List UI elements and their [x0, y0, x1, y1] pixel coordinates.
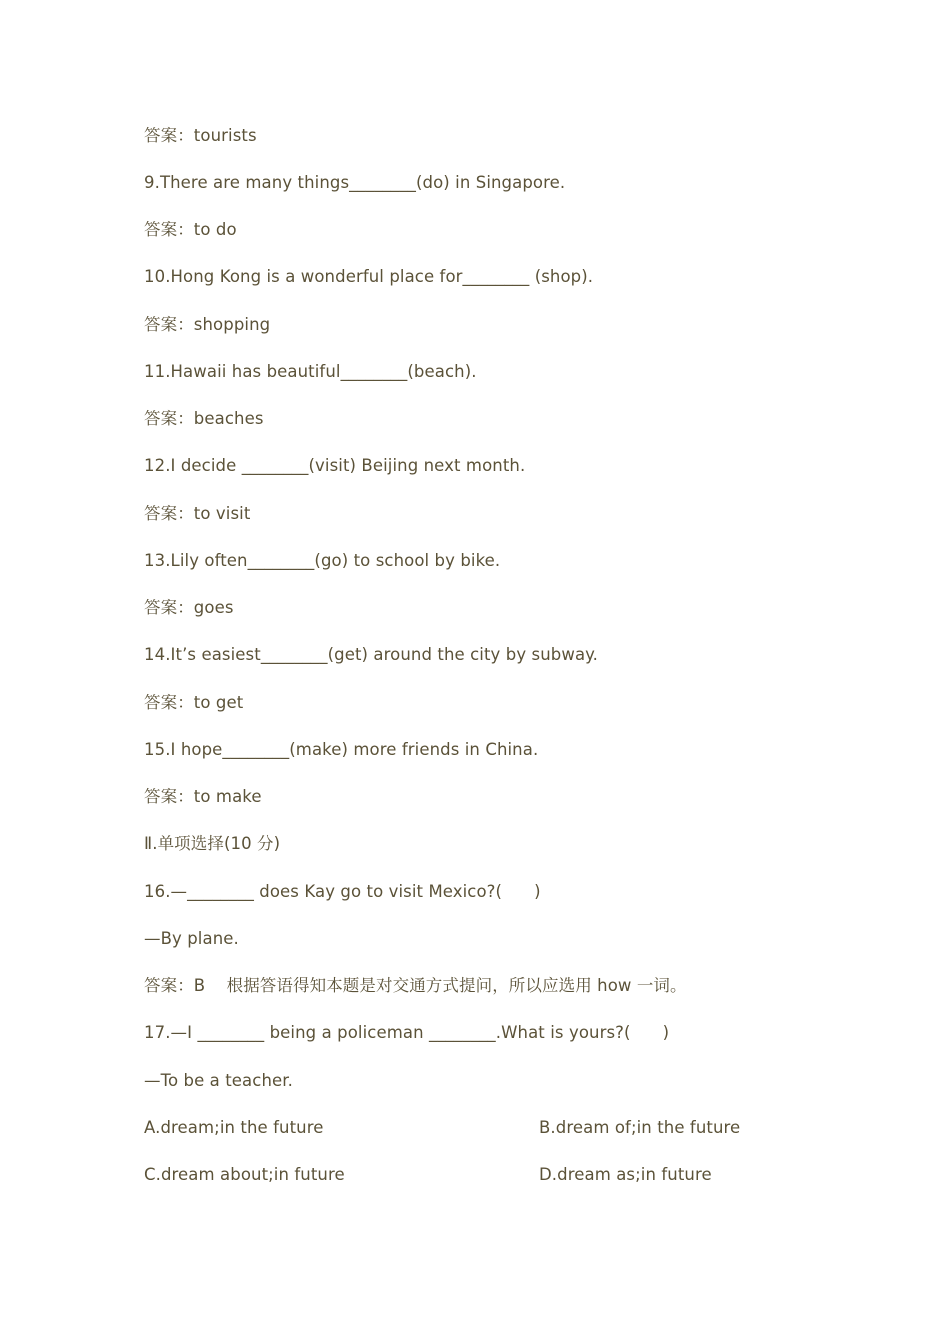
- option-b: B.dream of;in the future: [539, 1118, 741, 1137]
- question-11: 11.Hawaii has beautiful________(beach).: [144, 362, 477, 381]
- answer-8: 答案：tourists: [144, 126, 257, 145]
- option-a: A.dream;in the future: [144, 1118, 324, 1137]
- answer-14: 答案：to get: [144, 693, 244, 712]
- question-13: 13.Lily often________(go) to school by bike.: [144, 551, 501, 570]
- question-12: 12.I decide ________(visit) Beijing next month.: [144, 456, 526, 475]
- question-14: 14.It’s easiest________(get) around the city by subway.: [144, 645, 599, 664]
- option-c: C.dream about;in future: [144, 1165, 345, 1184]
- answer-10: 答案：shopping: [144, 315, 271, 334]
- question-17-response: —To be a teacher.: [144, 1071, 293, 1090]
- question-15: 15.I hope________(make) more friends in China.: [144, 740, 539, 759]
- answer-11: 答案：beaches: [144, 409, 264, 428]
- answer-9: 答案：to do: [144, 220, 237, 239]
- question-9: 9.There are many things________(do) in Singapore.: [144, 173, 566, 192]
- section-heading: Ⅱ.单项选择(10 分): [144, 834, 281, 853]
- answer-15: 答案：to make: [144, 787, 262, 806]
- question-16-response: —By plane.: [144, 929, 239, 948]
- answer-16: 答案：B 根据答语得知本题是对交通方式提问，所以应选用 how 一词。: [144, 976, 687, 995]
- option-d: D.dream as;in future: [539, 1165, 712, 1184]
- question-10: 10.Hong Kong is a wonderful place for________ (shop).: [144, 267, 594, 286]
- question-16: 16.—________ does Kay go to visit Mexico?( ): [144, 882, 541, 901]
- answer-12: 答案：to visit: [144, 504, 251, 523]
- answer-13: 答案：goes: [144, 598, 234, 617]
- question-17: 17.—I ________ being a policeman ________.What is yours?( ): [144, 1023, 670, 1042]
